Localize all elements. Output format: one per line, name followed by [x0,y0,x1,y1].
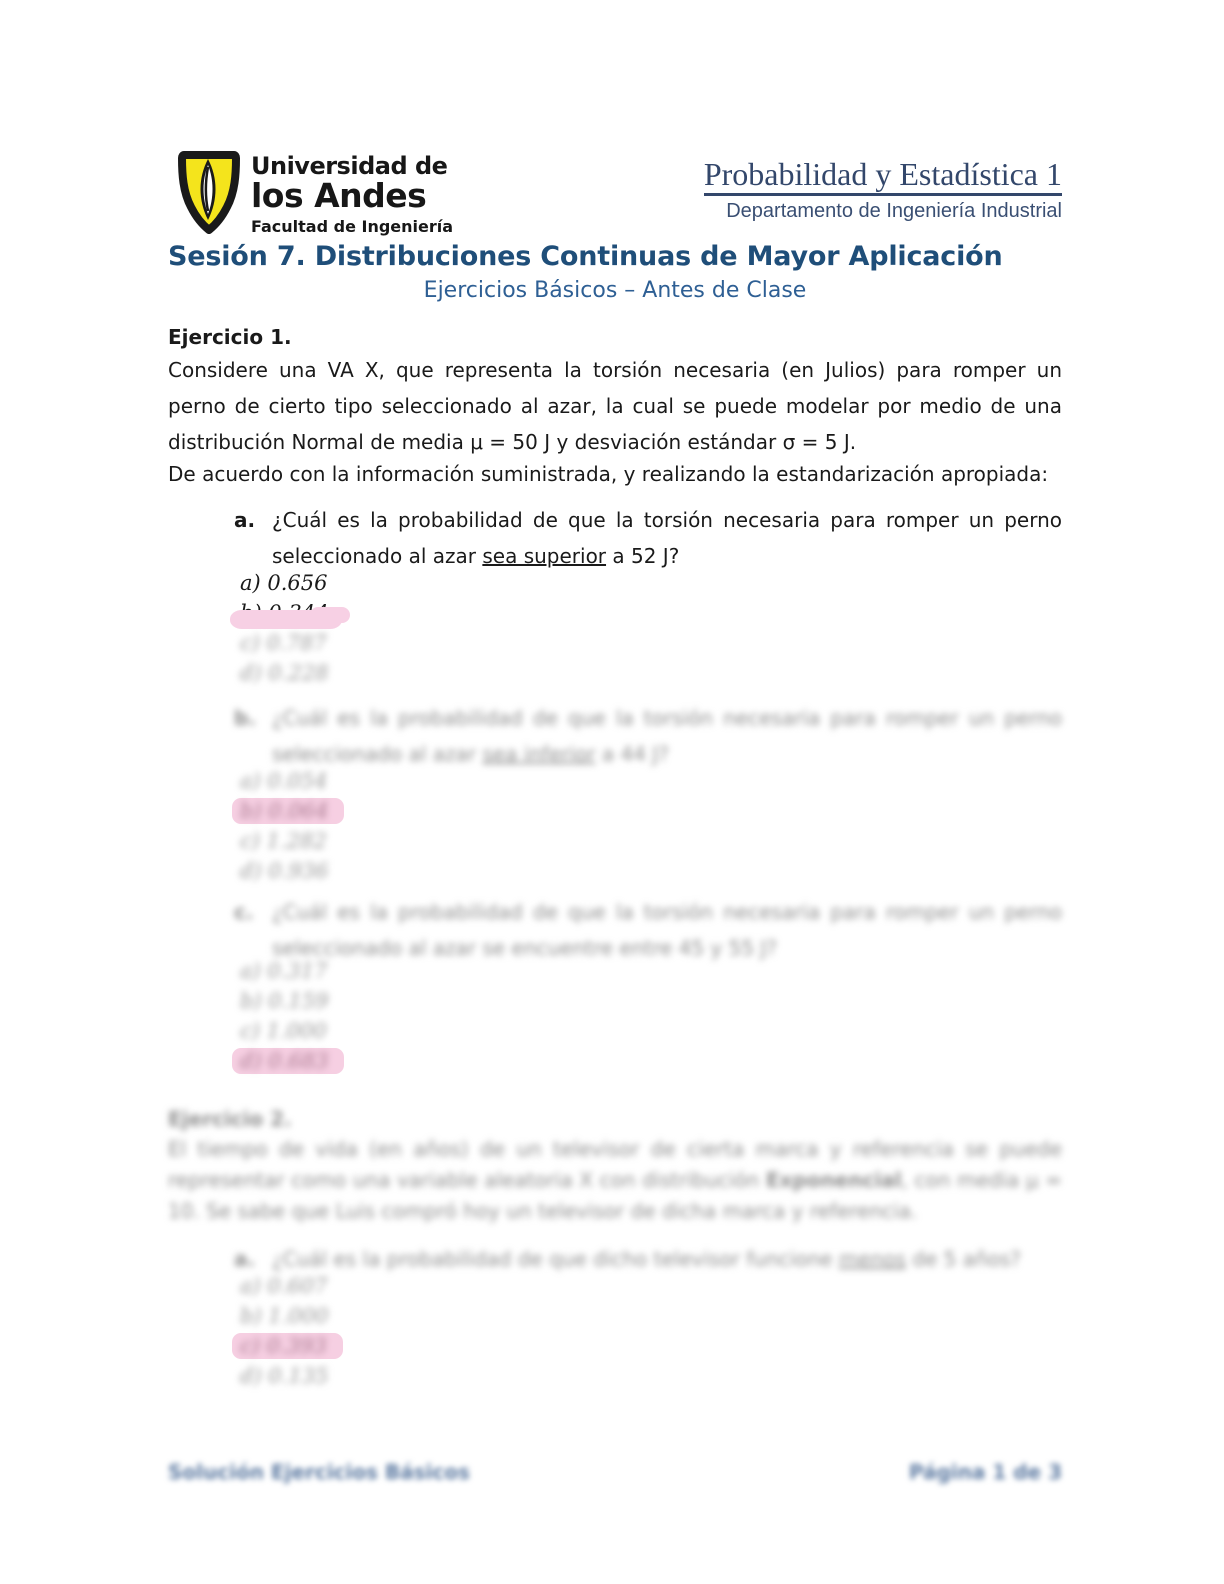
question-c-marker: c. [234,900,254,924]
question-underlined: menos [838,1247,906,1271]
option-label-blurred: b) 0.064 [240,799,329,823]
option-c-label-blurred: c) 0.787 [240,631,327,655]
exercise2-question-a-marker: a. [234,1247,256,1271]
question-text-part1: ¿Cuál es la probabilidad de que dicho televisor funcione [272,1247,839,1271]
option-label-blurred: b) 1.000 [240,1304,329,1328]
question-b [168,700,1062,772]
question-c-section-blurred [168,894,1062,1076]
question-b-text-part2: a 44 J? [595,742,669,766]
question-a-text-part2: a 52 J? [606,544,680,568]
option-row-highlighted [240,1046,1062,1076]
question-b-text [272,700,1062,772]
question-a-text [272,502,1062,574]
page-title: Sesión 7. Distribuciones Continuas de Mayor Aplicación [168,241,1003,272]
option-row [240,766,1062,796]
question-b-options [240,766,1062,886]
exercise2-intro-bold: Exponencial [765,1168,902,1192]
option-d-label-blurred: d) 0.228 [240,661,329,685]
option-row [240,826,1062,856]
highlight-marker-tail [310,607,350,623]
university-shield-icon [178,150,240,234]
exercise1-lead: De acuerdo con la información suministrada, y realizando la estandarización apropiada: [168,462,1049,486]
exercise1-section [168,322,1062,688]
exercise2-intro [168,1134,1062,1227]
option-label-blurred: c) 0.393 [240,1334,327,1358]
option-a-label: a) 0.656 [240,571,328,595]
footer-page-number-blurred: Página 1 de 3 [908,1460,1062,1484]
option-row [240,986,1062,1016]
question-a-underlined: sea superior [482,544,607,568]
highlight-marker [232,798,344,824]
question-c-text: ¿Cuál es la probabilidad de que la torsión necesaria para romper un perno seleccionado al azar se encuentre entre 45 y 55 J? [272,900,1062,960]
question-b-section-blurred [168,700,1062,886]
option-row [240,628,1062,658]
logo-faculty: Facultad de Ingeniería [251,217,454,236]
option-row [240,568,1062,598]
question-b-marker: b. [234,706,256,730]
option-row [240,1271,1062,1301]
exercise2-intro-part2: , con media μ = 10. Se sabe que Luis compró hoy un televisor de dicha marca y referencia. [168,1168,1062,1223]
option-label-blurred: b) 0.159 [240,989,329,1013]
question-b-text-part1: ¿Cuál es la probabilidad de que la torsión necesaria para romper un perno seleccionado al azar [272,706,1062,766]
logo-line-2: los Andes [251,176,427,215]
question-text-part2: de 5 años? [905,1247,1021,1271]
university-logo-text [251,150,453,236]
question-b-underlined: sea inferior [482,742,596,766]
option-label-blurred: a) 0.607 [240,1274,328,1298]
highlight-marker [232,1048,344,1074]
option-label-blurred: c) 1.000 [240,1019,327,1043]
course-title: Probabilidad y Estadística 1 [704,156,1062,196]
exercise1-heading: Ejercicio 1. [168,325,292,349]
option-label-blurred: d) 0.936 [240,859,329,883]
option-row [240,1301,1062,1331]
option-row-highlighted [240,796,1062,826]
option-row [240,1016,1062,1046]
option-row [240,658,1062,688]
option-row [240,1361,1062,1391]
page-footer [168,1460,1062,1484]
exercise2-question-a-options [240,1271,1062,1391]
option-row [240,956,1062,986]
page-subtitle: Ejercicios Básicos – Antes de Clase [423,278,807,303]
option-label-blurred: c) 1.282 [240,829,327,853]
exercise2-heading: Ejercicio 2. [168,1107,292,1131]
question-a-text-part1: ¿Cuál es la probabilidad de que la torsión necesaria para romper un perno seleccionado al azar [272,508,1062,568]
option-row-highlighted [240,598,1062,628]
footer-left-blurred: Solución Ejercicios Básicos [168,1460,470,1484]
highlight-marker [232,1333,343,1359]
question-a [168,502,1062,574]
option-label-blurred: d) 0.683 [240,1049,329,1073]
option-label-blurred: a) 0.317 [240,959,328,983]
exercise2-section-blurred [168,1104,1062,1391]
option-label-blurred: a) 0.054 [240,769,328,793]
course-department: Departamento de Ingeniería Industrial [726,200,1062,222]
question-c-options [240,956,1062,1076]
logo-line-1: Universidad de [251,152,448,180]
option-row [240,856,1062,886]
exercise2-intro-part1: El tiempo de vida (en años) de un televisor de cierta marca y referencia se puede representar como una variable aleatoria X con distribución [168,1137,1062,1192]
course-header [704,156,1062,223]
option-label-blurred: d) 0.135 [240,1364,329,1388]
option-row-highlighted [240,1331,1062,1361]
question-a-marker: a. [234,508,256,532]
question-a-options [240,568,1062,688]
exercise1-intro: Considere una VA X, que representa la torsión necesaria (en Julios) para romper un perno de cierto tipo seleccionado al azar, la cual se puede modelar por medio de una distribución Normal de media μ = 50 J y desviación estándar σ = 5 J. [168,358,1062,454]
university-logo [178,150,453,236]
